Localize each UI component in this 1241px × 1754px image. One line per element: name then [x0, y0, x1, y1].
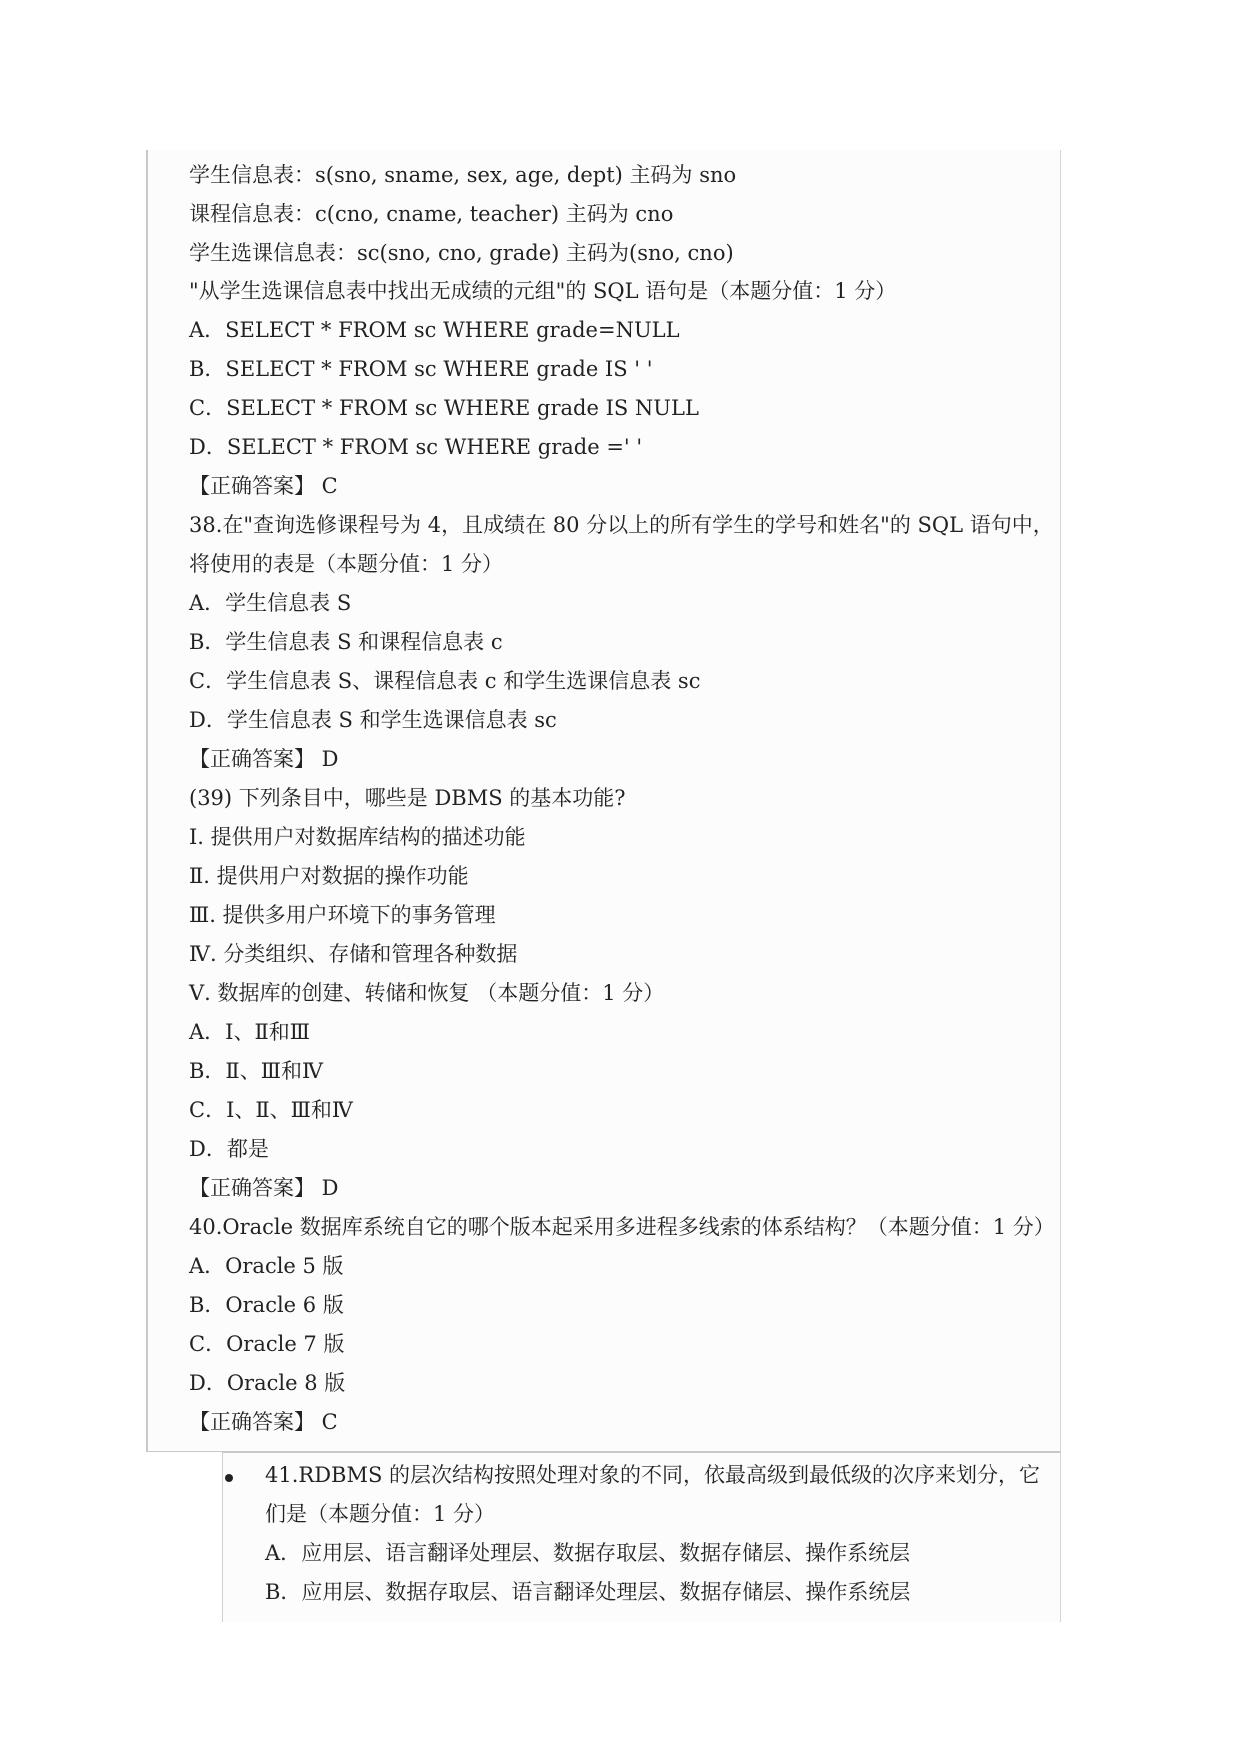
q41-option-b: B．应用层、数据存取层、语言翻译处理层、数据存储层、操作系统层 — [265, 1580, 911, 1604]
list-bullet-icon — [225, 1474, 233, 1482]
table-c-definition: 课程信息表：c(cno, cname, teacher) 主码为 cno — [189, 202, 674, 226]
q37-option-c: C．SELECT * FROM sc WHERE grade IS NULL — [189, 396, 699, 420]
q39-option-d: D．都是 — [189, 1137, 269, 1161]
q39-item-1: Ⅰ. 提供用户对数据库结构的描述功能 — [189, 825, 526, 849]
q39-stem: (39) 下列条目中，哪些是 DBMS 的基本功能? — [189, 786, 626, 810]
q40-option-a: A．Oracle 5 版 — [189, 1254, 344, 1278]
q37-option-a: A．SELECT * FROM sc WHERE grade=NULL — [189, 318, 680, 342]
q40-option-d: D．Oracle 8 版 — [189, 1371, 346, 1395]
q37-option-b: B．SELECT * FROM sc WHERE grade IS ' ' — [189, 357, 653, 381]
q40-option-c: C．Oracle 7 版 — [189, 1332, 345, 1356]
q37-option-d: D．SELECT * FROM sc WHERE grade =' ' — [189, 435, 643, 459]
q38-option-b: B．学生信息表 S 和课程信息表 c — [189, 630, 503, 654]
q37-stem: "从学生选课信息表中找出无成绩的元组"的 SQL 语句是（本题分值：1 分） — [189, 279, 897, 303]
q39-item-5: Ⅴ. 数据库的创建、转储和恢复 （本题分值：1 分） — [189, 981, 665, 1005]
q39-option-a: A．Ⅰ、Ⅱ和Ⅲ — [189, 1020, 310, 1044]
q38-option-a: A．学生信息表 S — [189, 591, 352, 615]
table-s-definition: 学生信息表：s(sno, sname, sex, age, dept) 主码为 sno — [189, 163, 737, 187]
q40-stem: 40.Oracle 数据库系统自它的哪个版本起采用多进程多线索的体系结构？（本题分值：1 分） — [189, 1215, 1055, 1239]
q38-option-d: D．学生信息表 S 和学生选课信息表 sc — [189, 708, 557, 732]
q38-option-c: C．学生信息表 S、课程信息表 c 和学生选课信息表 sc — [189, 669, 701, 693]
q39-item-2: Ⅱ. 提供用户对数据的操作功能 — [189, 864, 469, 888]
q38-answer: 【正确答案】 D — [189, 747, 339, 771]
q38-stem-line2: 将使用的表是（本题分值：1 分） — [189, 552, 504, 576]
q40-answer: 【正确答案】 C — [189, 1410, 338, 1434]
table-sc-definition: 学生选课信息表：sc(sno, cno, grade) 主码为(sno, cno) — [189, 241, 734, 265]
q39-option-c: C．Ⅰ、Ⅱ、Ⅲ和Ⅳ — [189, 1098, 353, 1122]
q38-stem-line1: 38.在"查询选修课程号为 4，且成绩在 80 分以上的所有学生的学号和姓名"的 SQL 语句中， — [189, 513, 1054, 537]
q41-option-a: A．应用层、语言翻译处理层、数据存取层、数据存储层、操作系统层 — [265, 1541, 911, 1565]
q37-answer: 【正确答案】 C — [189, 474, 338, 498]
q39-item-3: Ⅲ. 提供多用户环境下的事务管理 — [189, 903, 496, 927]
q41-stem-line1: 41.RDBMS 的层次结构按照处理对象的不同，依最高级到最低级的次序来划分，它 — [265, 1463, 1041, 1487]
q39-option-b: B．Ⅱ、Ⅲ和Ⅳ — [189, 1059, 323, 1083]
q39-item-4: Ⅳ. 分类组织、存储和管理各种数据 — [189, 942, 518, 966]
q41-stem-line2: 们是（本题分值：1 分） — [265, 1502, 496, 1526]
q39-answer: 【正确答案】 D — [189, 1176, 339, 1200]
q40-option-b: B．Oracle 6 版 — [189, 1293, 344, 1317]
